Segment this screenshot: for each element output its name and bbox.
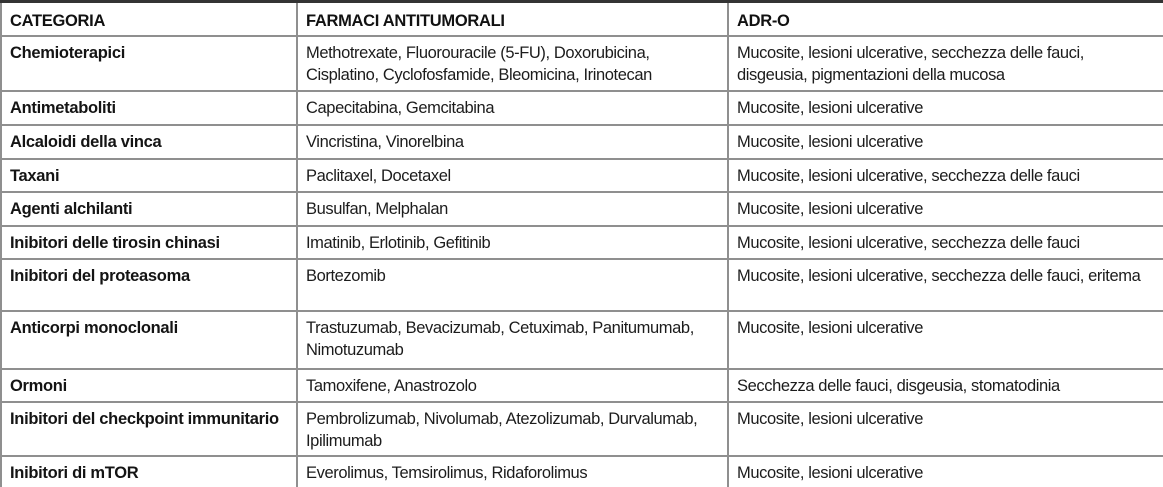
column-header-categoria: CATEGORIA (1, 2, 297, 37)
adr-cell: Mucosite, lesioni ulcerative, secchezza delle fauci, eritema (728, 259, 1163, 311)
table-row (1, 226, 1163, 259)
adr-cell: Secchezza delle fauci, disgeusia, stomatodinia (728, 369, 1163, 402)
drugs-cell: Busulfan, Melphalan (297, 192, 728, 226)
adr-cell: Mucosite, lesioni ulcerative (728, 456, 1163, 487)
table-row (1, 402, 1163, 456)
drugs-cell: Bortezomib (297, 259, 728, 311)
adr-cell: Mucosite, lesioni ulcerative (728, 125, 1163, 159)
table-body (1, 36, 1163, 487)
table-row (1, 192, 1163, 226)
adr-cell: Mucosite, lesioni ulcerative, secchezza delle fauci (728, 159, 1163, 192)
adr-cell: Mucosite, lesioni ulcerative, secchezza delle fauci (728, 226, 1163, 259)
drugs-cell: Imatinib, Erlotinib, Gefitinib (297, 226, 728, 259)
table-row (1, 36, 1163, 91)
drugs-cell: Methotrexate, Fluorouracile (5-FU), Doxorubicina, Cisplatino, Cyclofosfamide, Bleomicina, Irinotecan (297, 36, 728, 91)
drugs-cell: Vincristina, Vinorelbina (297, 125, 728, 159)
table-row (1, 125, 1163, 159)
table-row (1, 369, 1163, 402)
drugs-cell: Trastuzumab, Bevacizumab, Cetuximab, Panitumumab, Nimotuzumab (297, 311, 728, 369)
adr-cell: Mucosite, lesioni ulcerative (728, 402, 1163, 456)
category-cell: Alcaloidi della vinca (1, 125, 297, 159)
adr-cell: Mucosite, lesioni ulcerative (728, 311, 1163, 369)
column-header-adr: ADR-O (728, 2, 1163, 37)
category-cell: Chemioterapici (1, 36, 297, 91)
table-row (1, 91, 1163, 125)
drugs-cell: Everolimus, Temsirolimus, Ridaforolimus (297, 456, 728, 487)
drugs-cell: Capecitabina, Gemcitabina (297, 91, 728, 125)
category-cell: Inibitori di mTOR (1, 456, 297, 487)
table-row (1, 311, 1163, 369)
category-cell: Inibitori delle tirosin chinasi (1, 226, 297, 259)
drugs-cell: Paclitaxel, Docetaxel (297, 159, 728, 192)
column-header-farmaci: FARMACI ANTITUMORALI (297, 2, 728, 37)
adr-cell: Mucosite, lesioni ulcerative (728, 91, 1163, 125)
category-cell: Inibitori del checkpoint immunitario (1, 402, 297, 456)
adr-cell: Mucosite, lesioni ulcerative, secchezza delle fauci, disgeusia, pigmentazioni della mucosa (728, 36, 1163, 91)
category-cell: Ormoni (1, 369, 297, 402)
table-header (1, 2, 1163, 37)
drugs-cell: Pembrolizumab, Nivolumab, Atezolizumab, Durvalumab, Ipilimumab (297, 402, 728, 456)
category-cell: Taxani (1, 159, 297, 192)
drugs-cell: Tamoxifene, Anastrozolo (297, 369, 728, 402)
category-cell: Agenti alchilanti (1, 192, 297, 226)
adr-cell: Mucosite, lesioni ulcerative (728, 192, 1163, 226)
category-cell: Antimetaboliti (1, 91, 297, 125)
header-row (1, 2, 1163, 37)
table-row (1, 456, 1163, 487)
category-cell: Anticorpi monoclonali (1, 311, 297, 369)
category-cell: Inibitori del proteasoma (1, 259, 297, 311)
table-row (1, 159, 1163, 192)
table-row (1, 259, 1163, 311)
